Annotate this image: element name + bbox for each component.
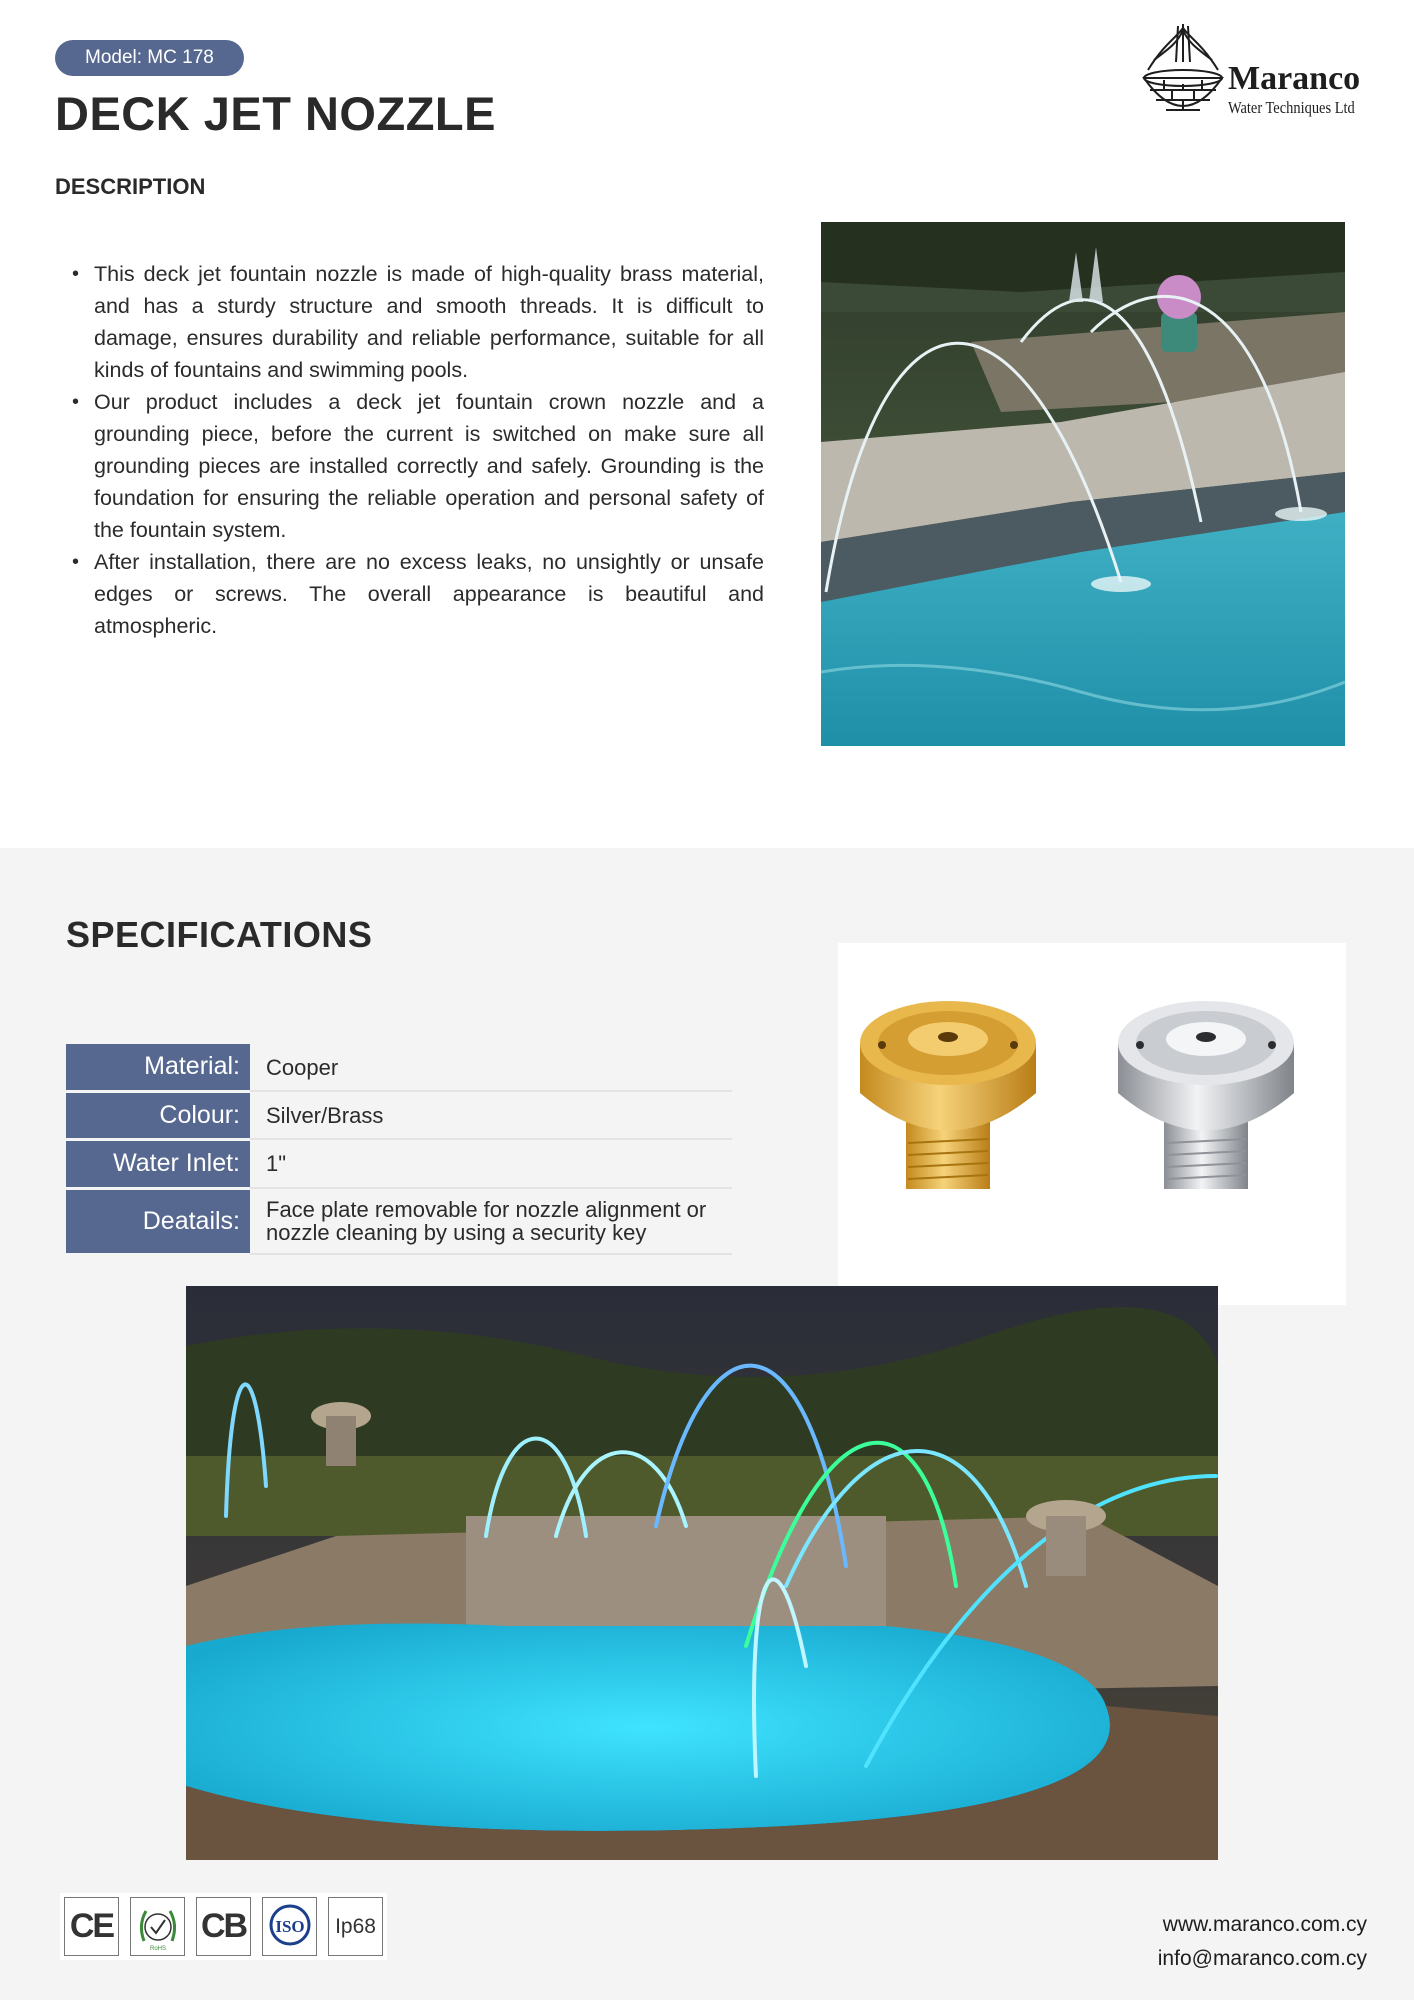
- model-badge: Model: MC 178: [55, 40, 244, 76]
- website-link[interactable]: www.maranco.com.cy: [1162, 1913, 1367, 1936]
- brand-subtitle: Water Techniques Ltd: [1228, 98, 1355, 117]
- night-pool-photo: [186, 1286, 1218, 1860]
- nozzle-product-photo: [838, 943, 1346, 1305]
- table-row: [66, 1188, 732, 1254]
- specifications-table: [66, 1044, 732, 1256]
- spec-label: Deatails:: [66, 1188, 250, 1254]
- brand-logo: [1140, 22, 1380, 118]
- spec-value: Face plate removable for nozzle alignment or nozzle cleaning by using a security key: [250, 1188, 732, 1254]
- rohs-label: RoHS: [149, 1945, 166, 1952]
- description-heading: DESCRIPTION: [55, 174, 206, 199]
- list-item: • After installation, there are no excess leaks, no unsightly or unsafe edges or screws. The overall appearance is beautiful and atmospheric.: [70, 546, 764, 642]
- list-item: • Our product includes a deck jet fountain crown nozzle and a grounding piece, before the current is switched on make sure all grounding pieces are installed correctly and safely. Grounding is the foundation for ensuring the reliable operation and personal safety of the fountain system.: [70, 386, 764, 546]
- cb-mark-icon: CB: [196, 1897, 251, 1956]
- fountain-logo-icon: [1140, 22, 1226, 118]
- ip68-badge: Ip68: [328, 1897, 383, 1956]
- spec-label: Material:: [66, 1044, 250, 1091]
- rohs-icon: [130, 1897, 185, 1956]
- spec-value: Silver/Brass: [250, 1091, 732, 1139]
- pool-fountain-photo: [821, 222, 1345, 746]
- list-item: • This deck jet fountain nozzle is made of high-quality brass material, and has a sturdy structure and smooth threads. It is difficult to damage, ensures durability and reliable performance, suitable for all kinds of fountains and swimming pools.: [70, 258, 764, 386]
- certification-badges: [60, 1893, 387, 1960]
- table-row: [66, 1139, 732, 1188]
- spec-value: 1": [250, 1139, 732, 1188]
- table-row: [66, 1044, 732, 1091]
- iso-icon: [262, 1897, 317, 1956]
- ce-mark-icon: CE: [64, 1897, 119, 1956]
- page-title: DECK JET NOZZLE: [55, 87, 496, 140]
- email-link[interactable]: info@maranco.com.cy: [1157, 1947, 1367, 1970]
- specifications-heading: SPECIFICATIONS: [66, 914, 373, 955]
- brand-name: Maranco: [1228, 60, 1361, 97]
- spec-value: Cooper: [250, 1044, 732, 1091]
- spec-label: Colour:: [66, 1091, 250, 1139]
- contact-info: [1158, 1908, 1367, 1976]
- iso-label: ISO: [274, 1916, 305, 1936]
- description-list: [70, 258, 764, 642]
- spec-label: Water Inlet:: [66, 1139, 250, 1188]
- table-row: [66, 1091, 732, 1139]
